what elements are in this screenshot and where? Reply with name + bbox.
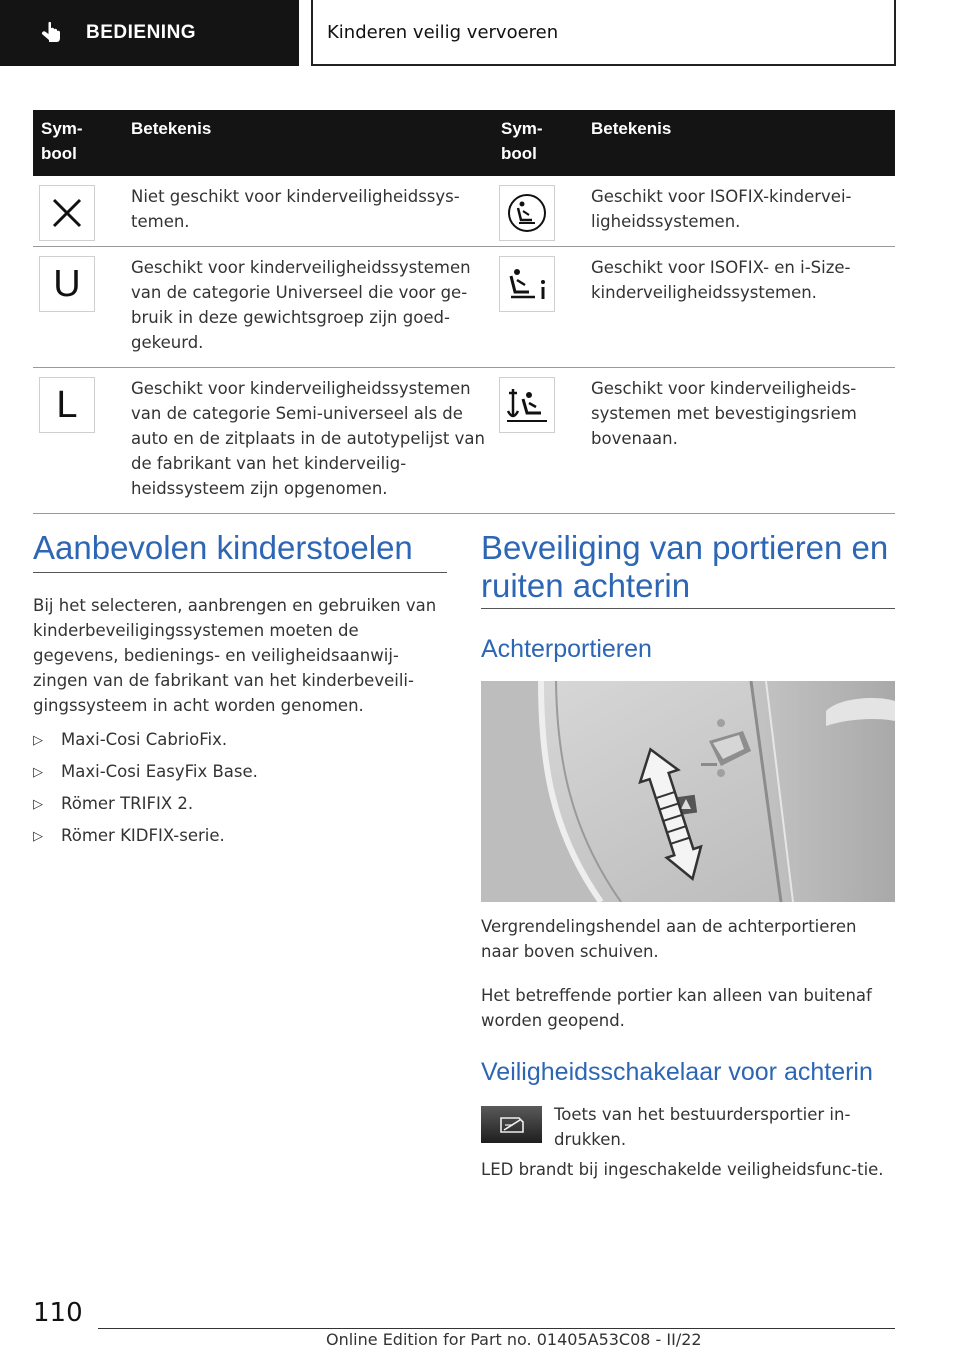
col-header-symbol: Sym-bool: [493, 110, 583, 176]
isofix-icon: [505, 191, 549, 235]
meaning-cell: Niet geschikt voor kinderveiligheidssys-temen.: [123, 176, 493, 247]
symbol-cell: [493, 247, 583, 368]
header-section-tab: [0, 0, 299, 66]
symbol-cell: [33, 368, 123, 514]
meaning-cell: Geschikt voor kinderveiligheidssystemen van de categorie Semi-universeel als de auto en de zitplaats in de autotypelijst van de fabrikant van het kinderveilig-heidssysteem zijn opgenomen.: [123, 368, 493, 514]
table-header-row: [33, 110, 895, 176]
bullet-triangle-icon: ▷: [33, 733, 43, 748]
table-row: [33, 176, 895, 247]
col-header-symbol: Sym-bool: [33, 110, 123, 176]
list-item: [33, 759, 447, 784]
symbol-letter-u: U: [53, 262, 81, 305]
section-label: BEDIENING: [86, 22, 197, 43]
symbol-cell: [33, 176, 123, 247]
footer-rule: [98, 1328, 895, 1329]
bullet-triangle-icon: ▷: [33, 829, 43, 844]
window-lock-button-icon: [481, 1106, 542, 1143]
list-item-text: Römer TRIFIX 2.: [61, 794, 194, 813]
chapter-title: Kinderen veilig vervoeren: [327, 21, 559, 43]
col-header-meaning: Betekenis: [583, 110, 895, 176]
symbol-table: [33, 110, 895, 514]
table-row: [33, 247, 895, 368]
symbol-cell: [493, 176, 583, 247]
top-tether-icon: [503, 381, 551, 429]
recommended-seats-intro: Bij het selecteren, aanbrengen en gebruiken van kinderbeveiligingssystemen moeten de gegevens, bedienings- en veiligheidsaanwij-zingen van de fabrikant van het kinderbeveili-gingssysteem in acht worden genomen.: [33, 596, 437, 715]
door-security-heading: Beveiliging van portieren en ruiten achterin: [481, 529, 889, 604]
chapter-title-box: [311, 0, 896, 66]
meaning-cell: Geschikt voor kinderveiligheidssystemen van de categorie Universeel die voor ge-bruik in deze gewichtsgroep zijn goed-gekeurd.: [123, 247, 493, 368]
symbol-box: [39, 377, 95, 433]
symbol-box: [499, 377, 555, 433]
cross-icon: [50, 196, 84, 230]
symbol-box: [499, 256, 555, 312]
safety-switch-led-note: LED brandt bij ingeschakelde veiligheidsfunc-tie.: [481, 1160, 884, 1179]
meaning-cell: Geschikt voor ISOFIX-kindervei-ligheidssystemen.: [583, 176, 895, 247]
rear-doors-instruction: Vergrendelingshendel aan de achterportieren naar boven schuiven.: [481, 917, 857, 961]
isize-icon: [503, 260, 551, 308]
list-item-text: Maxi-Cosi EasyFix Base.: [61, 762, 258, 781]
footer-edition: Online Edition for Part no. 01405A53C08 - II/22: [326, 1330, 702, 1349]
list-item-text: Römer KIDFIX-serie.: [61, 826, 225, 845]
list-item: [33, 727, 447, 752]
safety-switch-instruction: Toets van het bestuurdersportier in-drukken.: [554, 1105, 851, 1149]
symbol-box: [39, 185, 95, 241]
list-item-text: Maxi-Cosi CabrioFix.: [61, 730, 228, 749]
heading-rule: [481, 608, 895, 609]
symbol-cell: [493, 368, 583, 514]
bullet-triangle-icon: ▷: [33, 765, 43, 780]
list-item: [33, 823, 447, 848]
rear-door-lock-photo: [481, 681, 895, 902]
symbol-box: [39, 256, 95, 312]
page-number: 110: [33, 1298, 83, 1328]
symbol-letter-l: L: [56, 383, 78, 426]
safety-switch-subheading: Veiligheidsschakelaar voor achterin: [481, 1058, 873, 1086]
meaning-cell: Geschikt voor ISOFIX- en i-Size-kinderveiligheidssystemen.: [583, 247, 895, 368]
pointing-hand-icon: [38, 20, 64, 46]
col-header-meaning: Betekenis: [123, 110, 493, 176]
symbol-cell: [33, 247, 123, 368]
symbol-box: [499, 185, 555, 241]
meaning-cell: Geschikt voor kinderveiligheids-systemen met bevestigingsriem bovenaan.: [583, 368, 895, 514]
recommended-seats-heading: Aanbevolen kinderstoelen: [33, 529, 413, 566]
recommended-seats-list: [33, 727, 447, 855]
bullet-triangle-icon: ▷: [33, 797, 43, 812]
table-row: [33, 368, 895, 514]
list-item: [33, 791, 447, 816]
rear-doors-subheading: Achterportieren: [481, 635, 652, 663]
heading-rule: [33, 572, 447, 573]
rear-doors-note: Het betreffende portier kan alleen van buitenaf worden geopend.: [481, 986, 872, 1030]
